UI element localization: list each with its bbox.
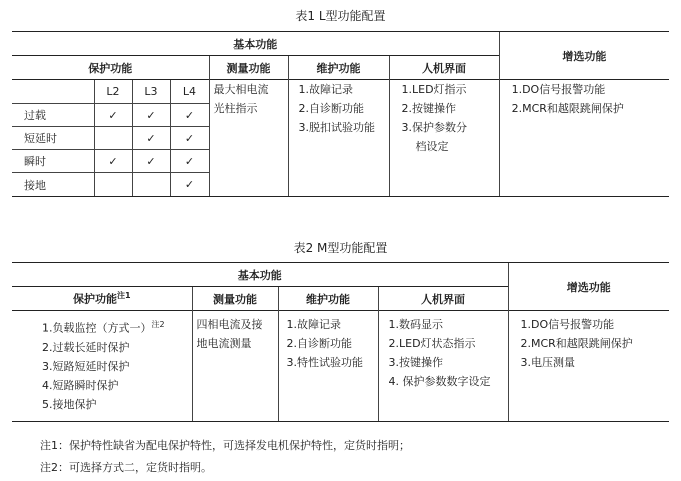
check-mark (132, 173, 170, 197)
check-mark (94, 173, 132, 197)
hmi-line: 1.LED灯指示 (401, 83, 467, 96)
maintenance-line: 3.特性试验功能 (286, 356, 363, 369)
table1-col-l4: L4 (170, 80, 209, 104)
table2-caption: 表2 M型功能配置 (293, 241, 388, 255)
measurement-line: 最大相电流 (213, 83, 269, 96)
protection-line: 2.过载长延时保护 (42, 340, 130, 354)
note-ref: 注1 (116, 291, 131, 301)
table2-hmi-cell (378, 311, 508, 422)
hmi-line: 3.按键操作 (388, 356, 443, 369)
hmi-line: 档设定 (415, 140, 449, 153)
note-ref: 注2 (151, 320, 165, 329)
protection-line: 5.接地保护 (42, 397, 97, 411)
table1-col-l2: L2 (94, 80, 132, 104)
optional-line: 2.MCR和越限跳闸保护 (511, 102, 624, 115)
optional-line: 1.DO信号报警功能 (511, 83, 606, 96)
table1-measurement-header: 测量功能 (209, 56, 288, 80)
check-mark: ✓ (132, 127, 170, 150)
row-label: 接地 (12, 173, 94, 197)
check-mark: ✓ (94, 104, 132, 127)
table2 (12, 262, 669, 422)
row-label: 瞬时 (12, 150, 94, 173)
table1-corner-cell (12, 80, 94, 104)
hmi-line: 2.LED灯状态指示 (388, 337, 476, 350)
hmi-line: 2.按键操作 (401, 102, 456, 115)
hmi-line: 4. 保护参数数字设定 (388, 375, 491, 388)
protection-label: 保护功能 (72, 292, 117, 306)
table2-optional-cell (508, 311, 669, 422)
check-mark: ✓ (132, 104, 170, 127)
table1-caption: 表1 L型功能配置 (295, 9, 386, 23)
footnotes (40, 435, 410, 479)
check-mark (94, 127, 132, 150)
table1-basic-header: 基本功能 (12, 32, 499, 56)
check-mark: ✓ (170, 150, 209, 173)
hmi-line: 1.数码显示 (388, 318, 443, 331)
table1-measurement-cell (209, 80, 288, 197)
table1-hmi-cell (389, 80, 499, 197)
measurement-line: 光柱指示 (213, 102, 258, 115)
table2-maintenance-header: 维护功能 (278, 287, 378, 311)
table2-measurement-header: 测量功能 (192, 287, 278, 311)
maintenance-line: 2.自诊断功能 (298, 102, 364, 115)
footnote: 注2：可选择方式二，定货时指明。 (40, 461, 212, 474)
table1-protection-header: 保护功能 (12, 56, 209, 80)
table1-optional-header: 增选功能 (499, 32, 669, 80)
footnote: 注1：保护特性缺省为配电保护特性，可选择发电机保护特性，定货时指明； (40, 439, 410, 452)
protection-line: 4.短路瞬时保护 (42, 378, 119, 392)
optional-line: 3.电压测量 (520, 356, 575, 369)
table2-maintenance-cell (278, 311, 378, 422)
measurement-line: 地电流测量 (196, 337, 252, 350)
check-mark: ✓ (132, 150, 170, 173)
maintenance-line: 1.故障记录 (298, 83, 353, 96)
protection-line: 3.短路短延时保护 (42, 359, 130, 373)
protection-line (42, 315, 192, 338)
table1-optional-cell (499, 80, 669, 197)
maintenance-line: 1.故障记录 (286, 318, 341, 331)
table2-protection-header (12, 287, 192, 311)
table2-measurement-cell (192, 311, 278, 422)
table2-basic-header: 基本功能 (12, 263, 508, 287)
table2-optional-header: 增选功能 (508, 263, 669, 311)
optional-line: 2.MCR和越限跳闸保护 (520, 337, 633, 350)
measurement-line: 四相电流及接 (196, 318, 263, 331)
table1-hmi-header: 人机界面 (389, 56, 499, 80)
table1-maintenance-cell (288, 80, 389, 197)
check-mark: ✓ (170, 104, 209, 127)
row-label: 过载 (12, 104, 94, 127)
check-mark: ✓ (94, 150, 132, 173)
table1 (12, 31, 669, 197)
protection-first-text: 1.负载监控（方式一） (42, 321, 152, 335)
maintenance-line: 2.自诊断功能 (286, 337, 352, 350)
hmi-line: 3.保护参数分 (401, 121, 467, 134)
optional-line: 1.DO信号报警功能 (520, 318, 615, 331)
table2-protection-cell (12, 311, 192, 422)
check-mark: ✓ (170, 127, 209, 150)
table2-hmi-header: 人机界面 (378, 287, 508, 311)
row-label: 短延时 (12, 127, 94, 150)
table1-col-l3: L3 (132, 80, 170, 104)
maintenance-line: 3.脱扣试验功能 (298, 121, 375, 134)
check-mark: ✓ (170, 173, 209, 197)
table1-maintenance-header: 维护功能 (288, 56, 389, 80)
